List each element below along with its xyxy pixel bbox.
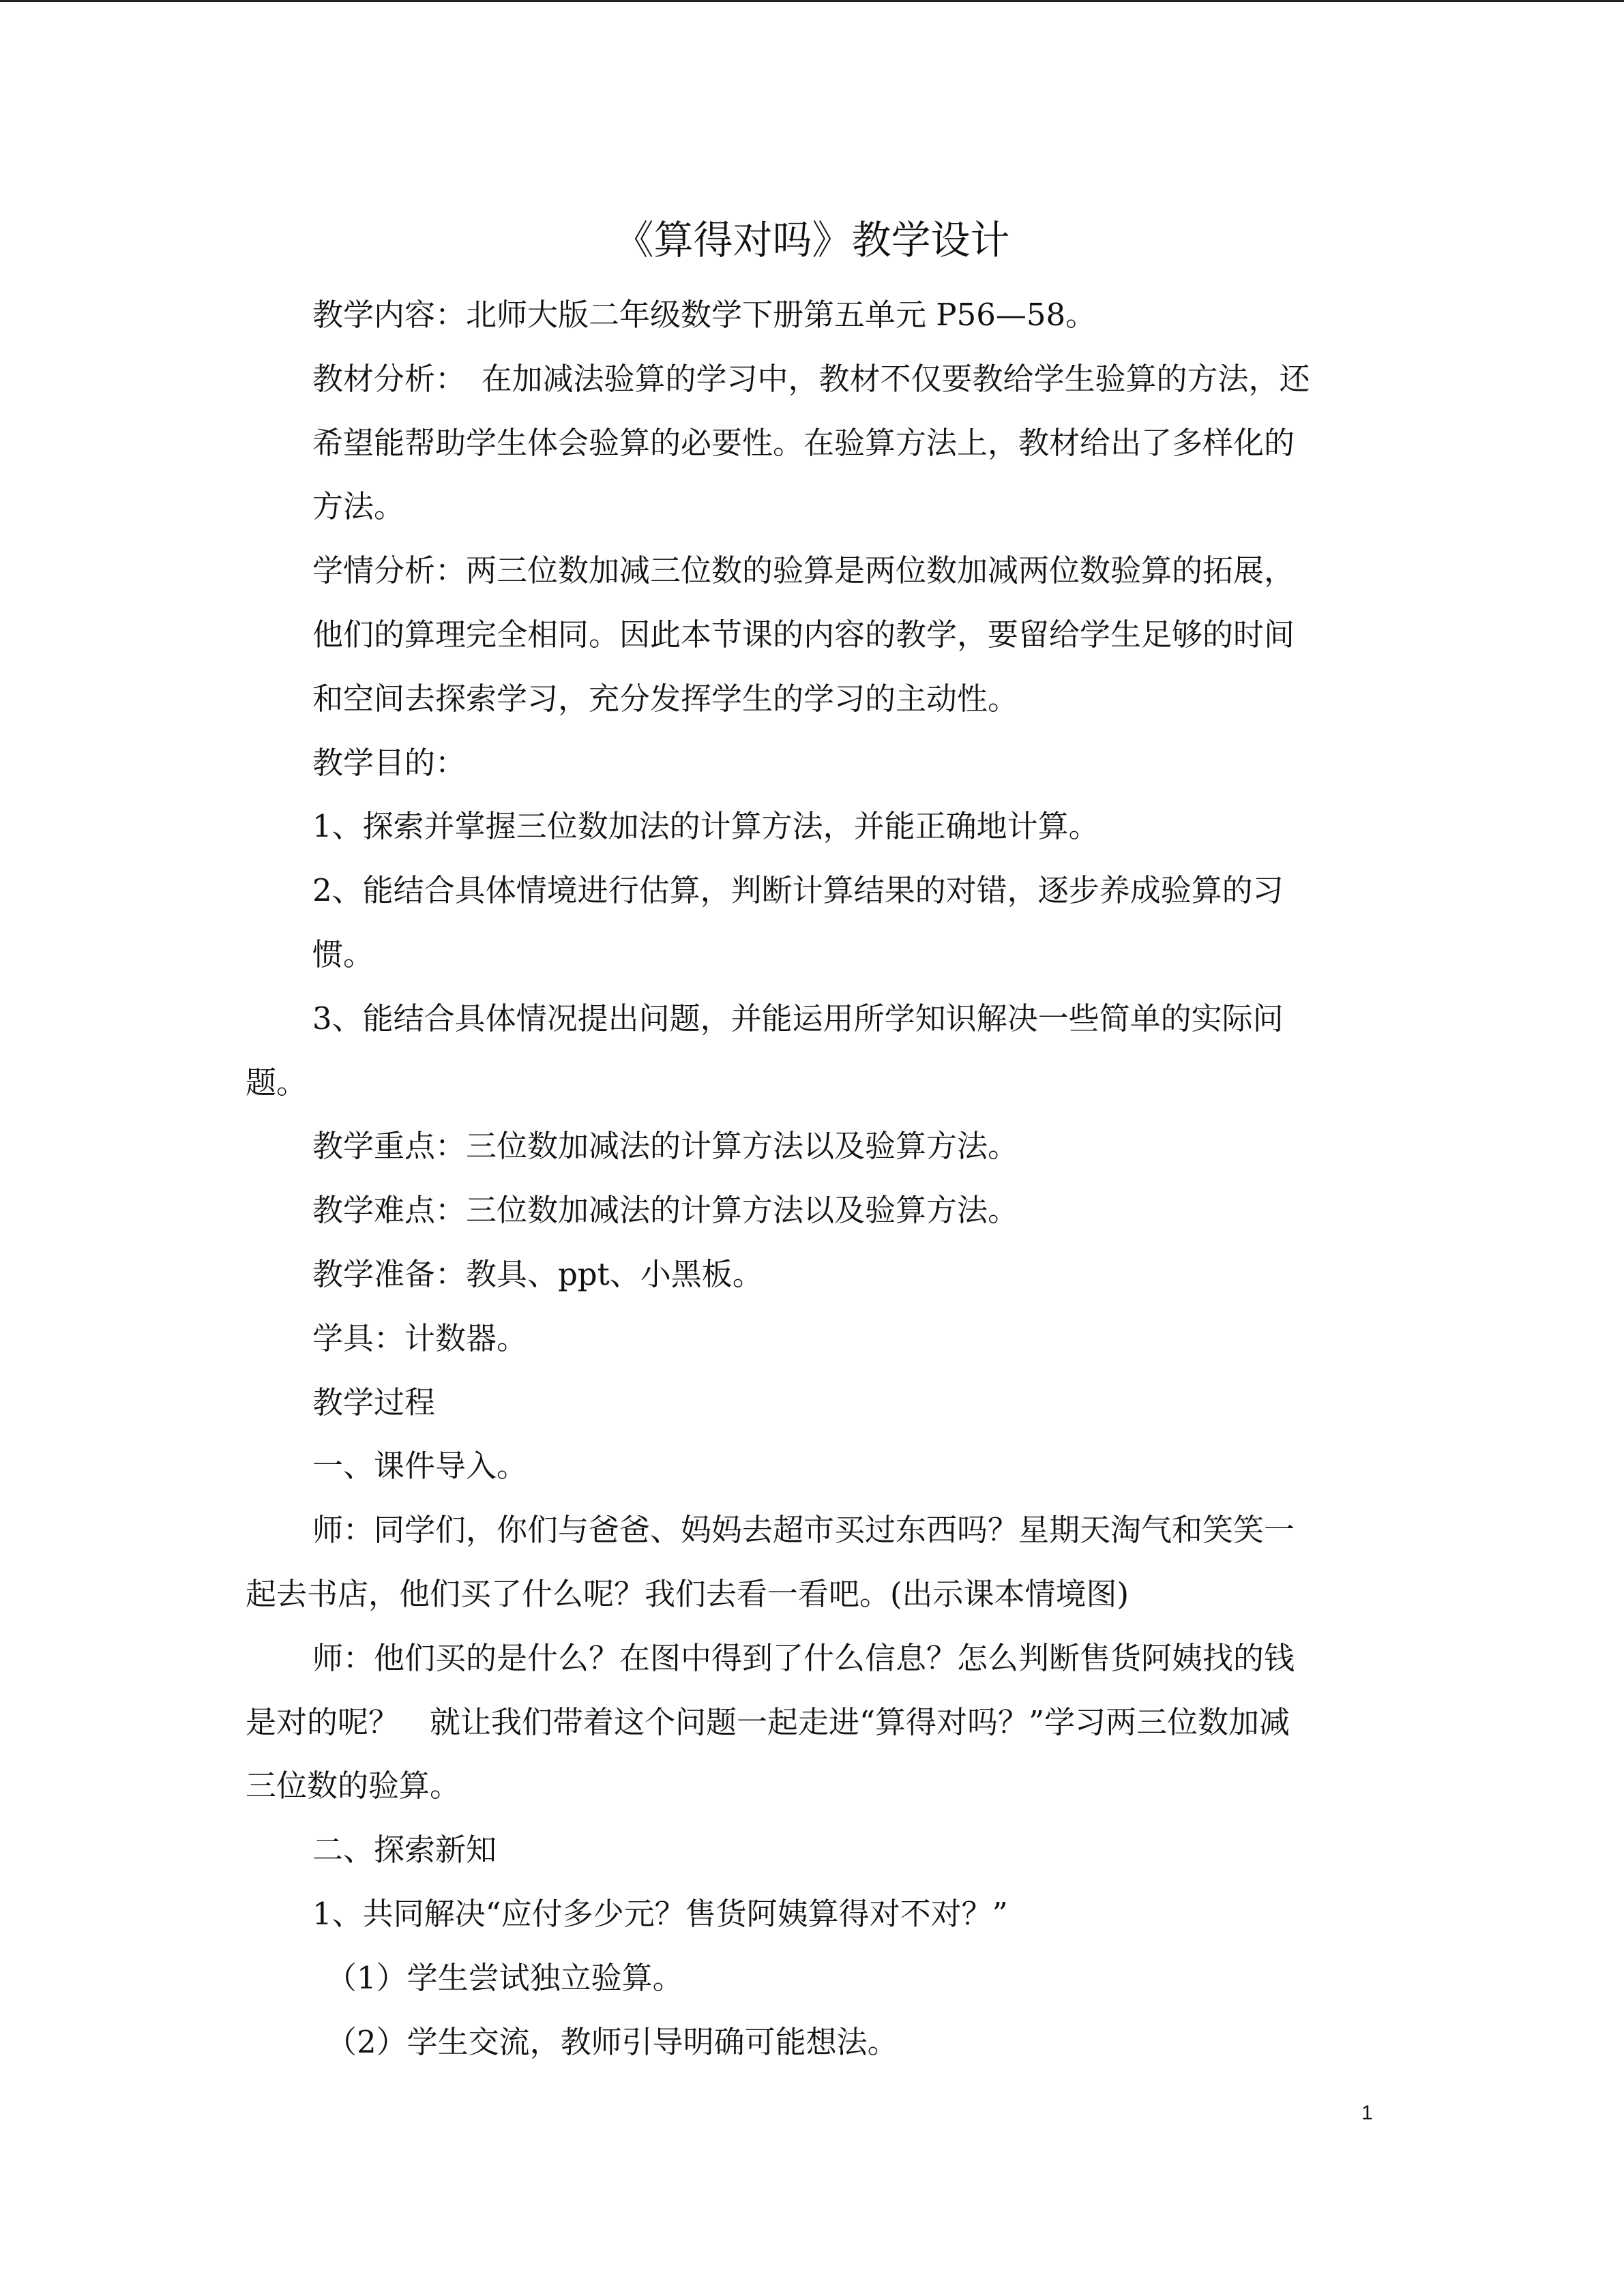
paragraph-line: 1、共同解决“应付多少元？售货阿姨算得对不对？” <box>312 1895 1008 1932</box>
page-number: 1 <box>1361 2102 1373 2124</box>
paragraph-line: 2、能结合具体情境进行估算，判断计算结果的对错，逐步养成验算的习 <box>312 872 1284 909</box>
top-border <box>0 0 1624 2</box>
paragraph-line: 二、探索新知 <box>312 1832 497 1868</box>
paragraph-line: 三位数的验算。 <box>246 1768 461 1804</box>
paragraph-line: 师：他们买的是什么？在图中得到了什么信息？怎么判断售货阿姨找的钱 <box>312 1639 1295 1676</box>
paragraph-line: 是对的呢？ 就让我们带着这个问题一起走进“算得对吗？”学习两三位数加减 <box>246 1703 1290 1740</box>
paragraph-line: 起去书店，他们买了什么呢？我们去看一看吧。(出示课本情境图) <box>246 1575 1130 1612</box>
paragraph-line: 方法。 <box>312 488 405 525</box>
paragraph-line: 惯。 <box>312 936 374 972</box>
paragraph-line: 教学准备：教具、ppt、小黑板。 <box>312 1255 763 1292</box>
paragraph-line: 教材分析： 在加减法验算的学习中，教材不仅要教给学生验算的方法，还 <box>312 360 1310 397</box>
paragraph-line: 和空间去探索学习，充分发挥学生的学习的主动性。 <box>312 680 1019 717</box>
paragraph-line: 师：同学们，你们与爸爸、妈妈去超市买过东西吗？星期天淘气和笑笑一 <box>312 1512 1295 1549</box>
paragraph-line: 1、探索并掌握三位数加法的计算方法，并能正确地计算。 <box>312 808 1099 845</box>
paragraph-line: 他们的算理完全相同。因此本节课的内容的教学，要留给学生足够的时间 <box>312 616 1295 653</box>
paragraph-line: 3、能结合具体情况提出问题，并能运用所学知识解决一些简单的实际问 <box>312 1000 1284 1037</box>
paragraph-line: 一、课件导入。 <box>312 1448 528 1485</box>
paragraph-line: 教学重点：三位数加减法的计算方法以及验算方法。 <box>312 1128 1019 1165</box>
paragraph-line: 教学内容：北师大版二年级数学下册第五单元 P56—58。 <box>312 297 1097 333</box>
paragraph-line: 题。 <box>246 1064 308 1101</box>
paragraph-line: 希望能帮助学生体会验算的必要性。在验算方法上，教材给出了多样化的 <box>312 424 1295 461</box>
paragraph-line: 学具：计数器。 <box>312 1320 528 1356</box>
document-body <box>246 283 1385 2074</box>
paragraph-line: 教学难点：三位数加减法的计算方法以及验算方法。 <box>312 1192 1019 1229</box>
paragraph-line: 学情分析：两三位数加减三位数的验算是两位数加减两位数验算的拓展， <box>312 552 1295 589</box>
paragraph-line: 教学过程 <box>312 1384 436 1420</box>
paragraph-line: （1）学生尝试独立验算。 <box>326 1959 683 1996</box>
paragraph-line: （2）学生交流，教师引导明确可能想法。 <box>326 2023 898 2060</box>
document-title: 《算得对吗》教学设计 <box>614 217 1010 263</box>
paragraph-line: 教学目的： <box>312 744 467 781</box>
